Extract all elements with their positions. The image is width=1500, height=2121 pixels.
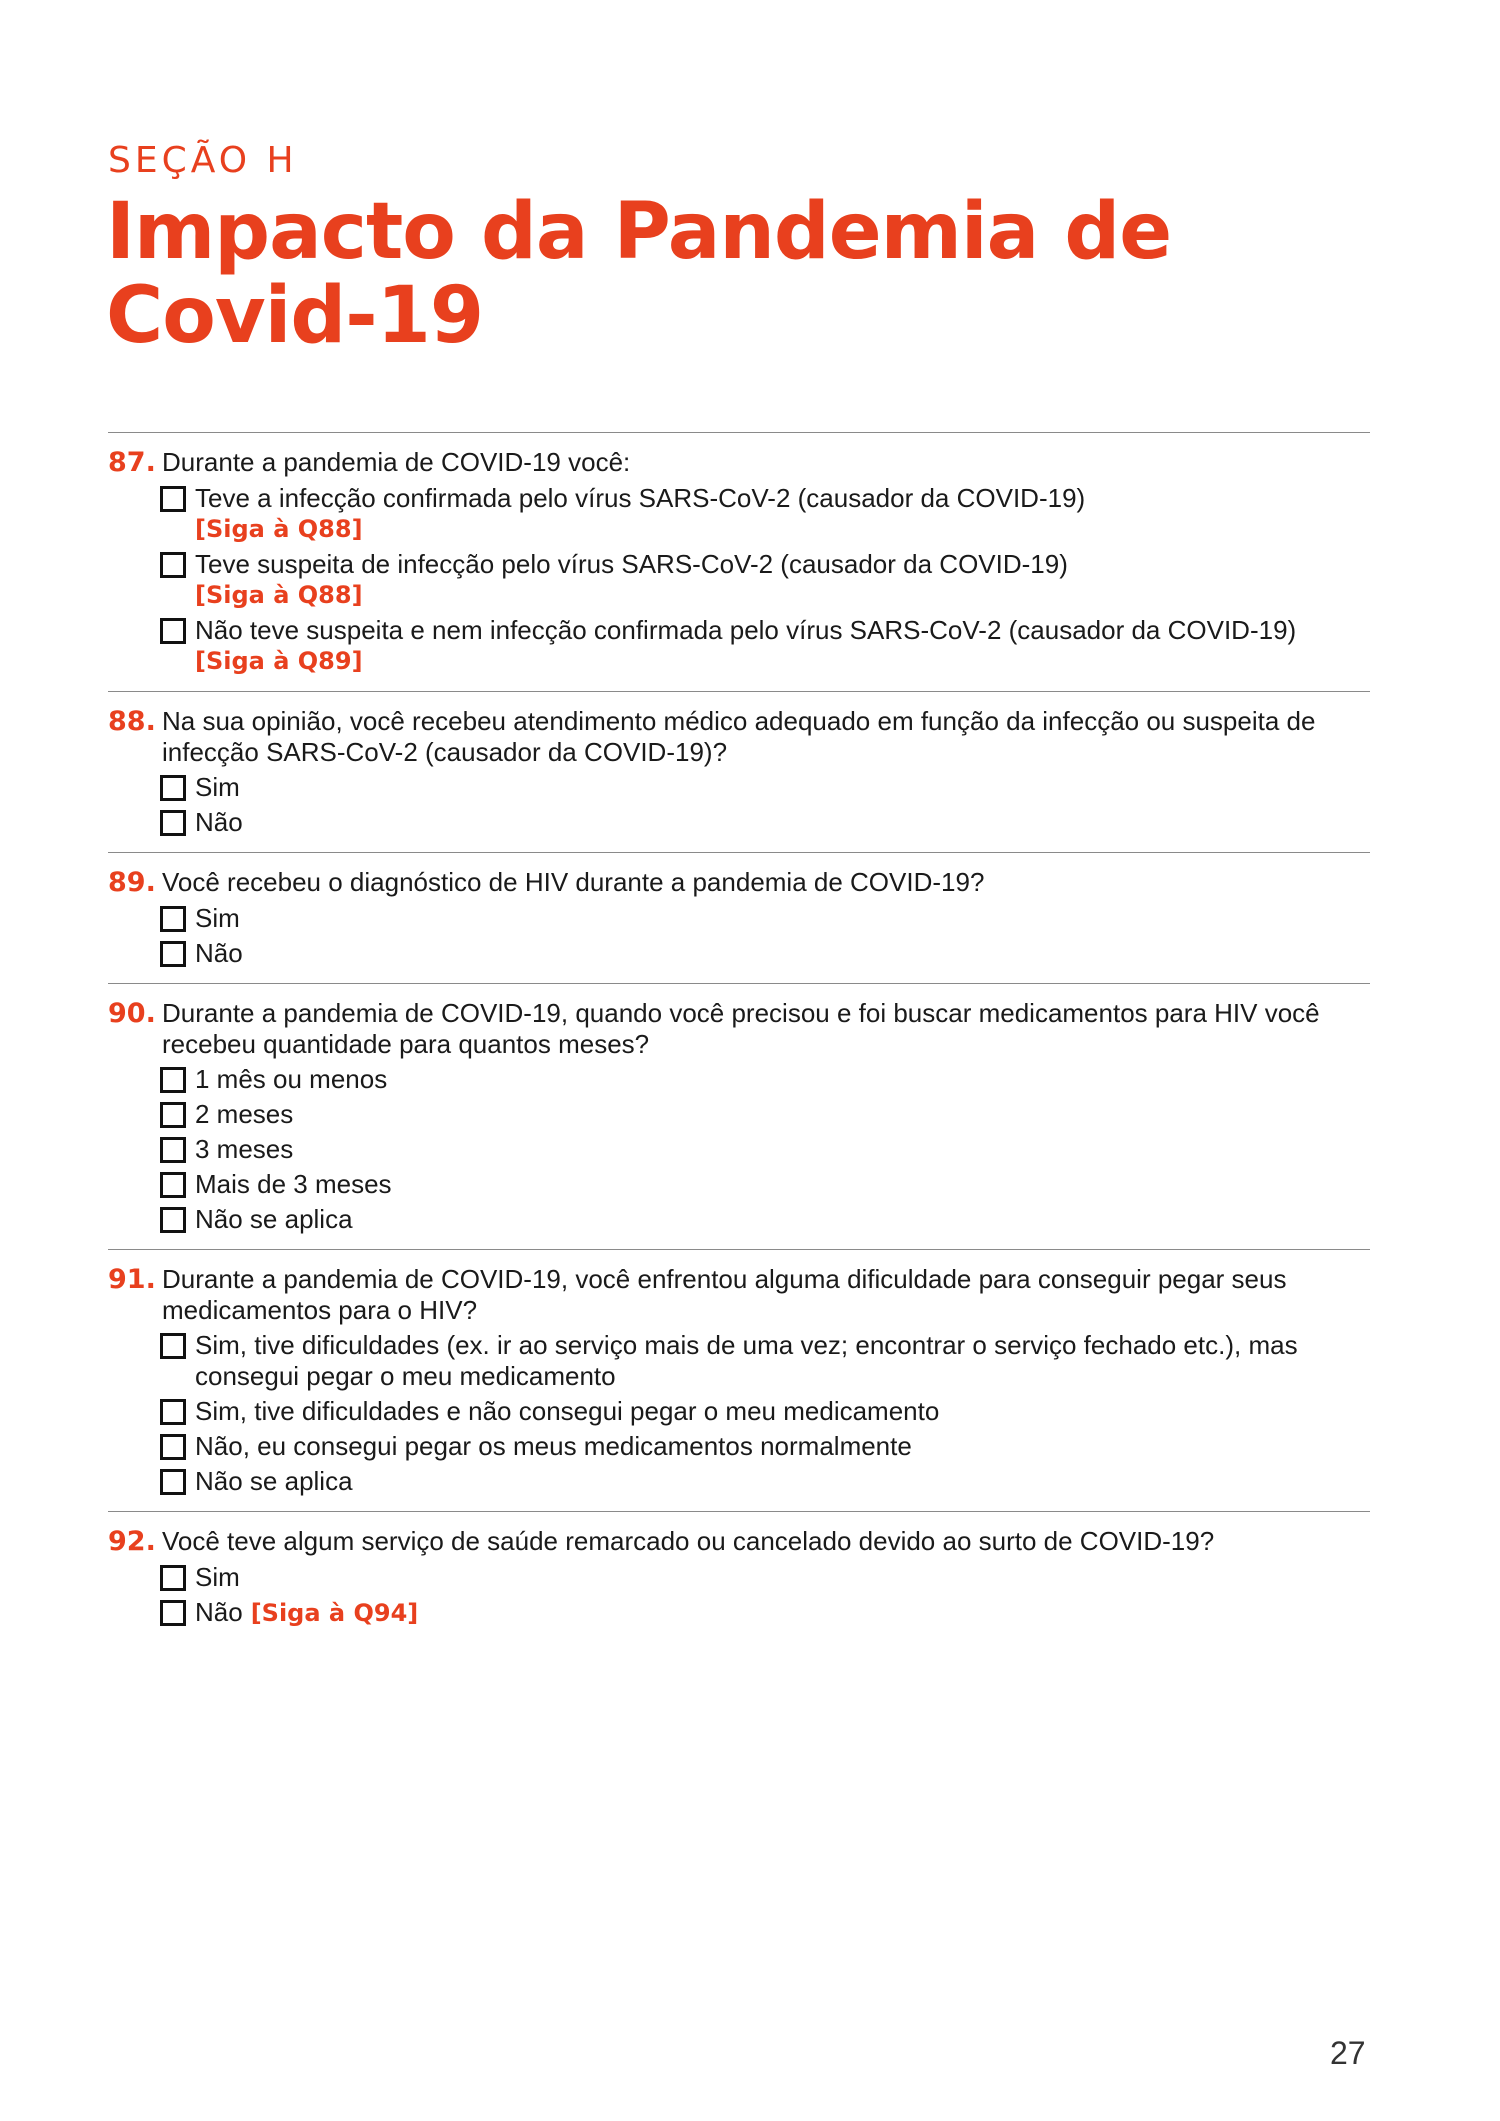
option-label: Teve suspeita de infecção pelo vírus SARS-CoV-2 (causador da COVID-19) [195,549,1068,579]
question-header [108,1264,1370,1326]
option-label: Não teve suspeita e nem infecção confirmada pelo vírus SARS-CoV-2 (causador da COVID-19) [195,615,1297,645]
title-line-1: Impacto da Pandemia de [106,187,1172,277]
answer-checkbox[interactable] [160,1207,186,1233]
answer-checkbox[interactable] [160,941,186,967]
answer-checkbox[interactable] [160,1600,186,1626]
answer-option[interactable] [160,1099,1370,1130]
question-number: 92. [108,1526,156,1557]
option-label: Não se aplica [195,1466,353,1496]
question-header [108,867,1370,899]
answer-option[interactable] [160,1204,1370,1235]
question-text: Você teve algum serviço de saúde remarcado ou cancelado devido ao surto de COVID-19? [162,1526,1215,1556]
question-number: 91. [108,1264,156,1295]
option-label: Não [195,1597,243,1627]
option-label: Não se aplica [195,1204,353,1234]
option-body [195,1064,1370,1095]
question-text: Durante a pandemia de COVID-19, quando você precisou e foi buscar medicamentos para HIV você recebeu quantidade para quantos meses? [162,998,1320,1059]
question-header [108,706,1370,768]
answer-checkbox[interactable] [160,1172,186,1198]
question-header [108,447,1370,479]
option-label: Sim [195,1562,240,1592]
answer-option[interactable] [160,772,1370,803]
option-body [195,807,1370,838]
option-body [195,1431,1370,1462]
option-body [195,1204,1370,1235]
skip-instruction: [Siga à Q89] [195,647,363,675]
answer-option[interactable] [160,483,1370,545]
option-body [195,483,1370,545]
option-label: 1 mês ou menos [195,1064,388,1094]
option-body [195,1099,1370,1130]
option-label: Sim [195,903,240,933]
question-text: Você recebeu o diagnóstico de HIV durante a pandemia de COVID-19? [162,867,985,897]
question-block [108,1511,1370,1643]
answer-checkbox[interactable] [160,618,186,644]
answer-checkbox[interactable] [160,906,186,932]
question-block [108,983,1370,1249]
answer-checkbox[interactable] [160,1102,186,1128]
option-label: Mais de 3 meses [195,1169,392,1199]
question-number: 89. [108,867,156,898]
answer-option[interactable] [160,1431,1370,1462]
option-label: Sim, tive dificuldades e não consegui pegar o meu medicamento [195,1396,940,1426]
option-body [195,772,1370,803]
option-label: Sim [195,772,240,802]
answer-checkbox[interactable] [160,810,186,836]
question-block [108,1249,1370,1511]
answer-option[interactable] [160,1169,1370,1200]
question-text: Durante a pandemia de COVID-19, você enfrentou alguma dificuldade para conseguir pegar seus medicamentos para o HIV? [162,1264,1287,1325]
option-body [195,1562,1370,1593]
option-body [195,1466,1370,1497]
answer-checkbox[interactable] [160,1067,186,1093]
answer-checkbox[interactable] [160,552,186,578]
answer-option[interactable] [160,549,1370,611]
answer-option[interactable] [160,807,1370,838]
question-number: 88. [108,706,156,737]
option-body [195,1169,1370,1200]
option-label: Sim, tive dificuldades (ex. ir ao serviço mais de uma vez; encontrar o serviço fechado etc.), mas consegui pegar o meu medicamento [195,1330,1298,1391]
answer-option[interactable] [160,903,1370,934]
page-number: 27 [1330,2035,1366,2071]
question-number: 90. [108,998,156,1029]
skip-instruction: [Siga à Q94] [250,1599,419,1627]
question-header [108,1526,1370,1558]
answer-checkbox[interactable] [160,775,186,801]
question-text: Durante a pandemia de COVID-19 você: [162,447,631,477]
section-label: SEÇÃO H [108,140,298,181]
answer-checkbox[interactable] [160,486,186,512]
option-label: 3 meses [195,1134,294,1164]
question-header [108,998,1370,1060]
option-label: Não [195,807,243,837]
answer-option[interactable] [160,1562,1370,1593]
option-label: Não [195,938,243,968]
answer-option[interactable] [160,1330,1370,1392]
answer-option[interactable] [160,1134,1370,1165]
answer-checkbox[interactable] [160,1137,186,1163]
option-label: Teve a infecção confirmada pelo vírus SARS-CoV-2 (causador da COVID-19) [195,483,1086,513]
question-block [108,432,1370,691]
option-body [195,1134,1370,1165]
answer-option[interactable] [160,1064,1370,1095]
answer-checkbox[interactable] [160,1434,186,1460]
answer-option[interactable] [160,615,1370,677]
options-list [160,772,1370,838]
options-list [160,903,1370,969]
questions-list [108,432,1370,1643]
options-list [160,1064,1370,1235]
option-body [195,938,1370,969]
answer-option[interactable] [160,938,1370,969]
option-body [195,549,1370,611]
options-list [160,1562,1370,1629]
question-number: 87. [108,447,156,478]
option-body [195,615,1370,677]
option-body [195,903,1370,934]
option-body [195,1330,1370,1392]
option-body [195,1396,1370,1427]
answer-checkbox[interactable] [160,1565,186,1591]
page-title [106,187,1306,361]
question-block [108,691,1370,852]
answer-option[interactable] [160,1466,1370,1497]
option-body [195,1597,1370,1629]
question-block [108,852,1370,983]
option-label: Não, eu consegui pegar os meus medicamentos normalmente [195,1431,912,1461]
skip-instruction: [Siga à Q88] [195,581,363,609]
answer-option[interactable] [160,1597,1370,1629]
option-label: 2 meses [195,1099,294,1129]
skip-instruction: [Siga à Q88] [195,515,363,543]
answer-checkbox[interactable] [160,1333,186,1359]
answer-option[interactable] [160,1396,1370,1427]
answer-checkbox[interactable] [160,1469,186,1495]
title-line-2: Covid-19 [106,271,484,361]
question-text: Na sua opinião, você recebeu atendimento médico adequado em função da infecção ou suspeita de infecção SARS-CoV-2 (causador da COVID-19)? [162,706,1316,767]
answer-checkbox[interactable] [160,1399,186,1425]
options-list [160,483,1370,677]
options-list [160,1330,1370,1497]
